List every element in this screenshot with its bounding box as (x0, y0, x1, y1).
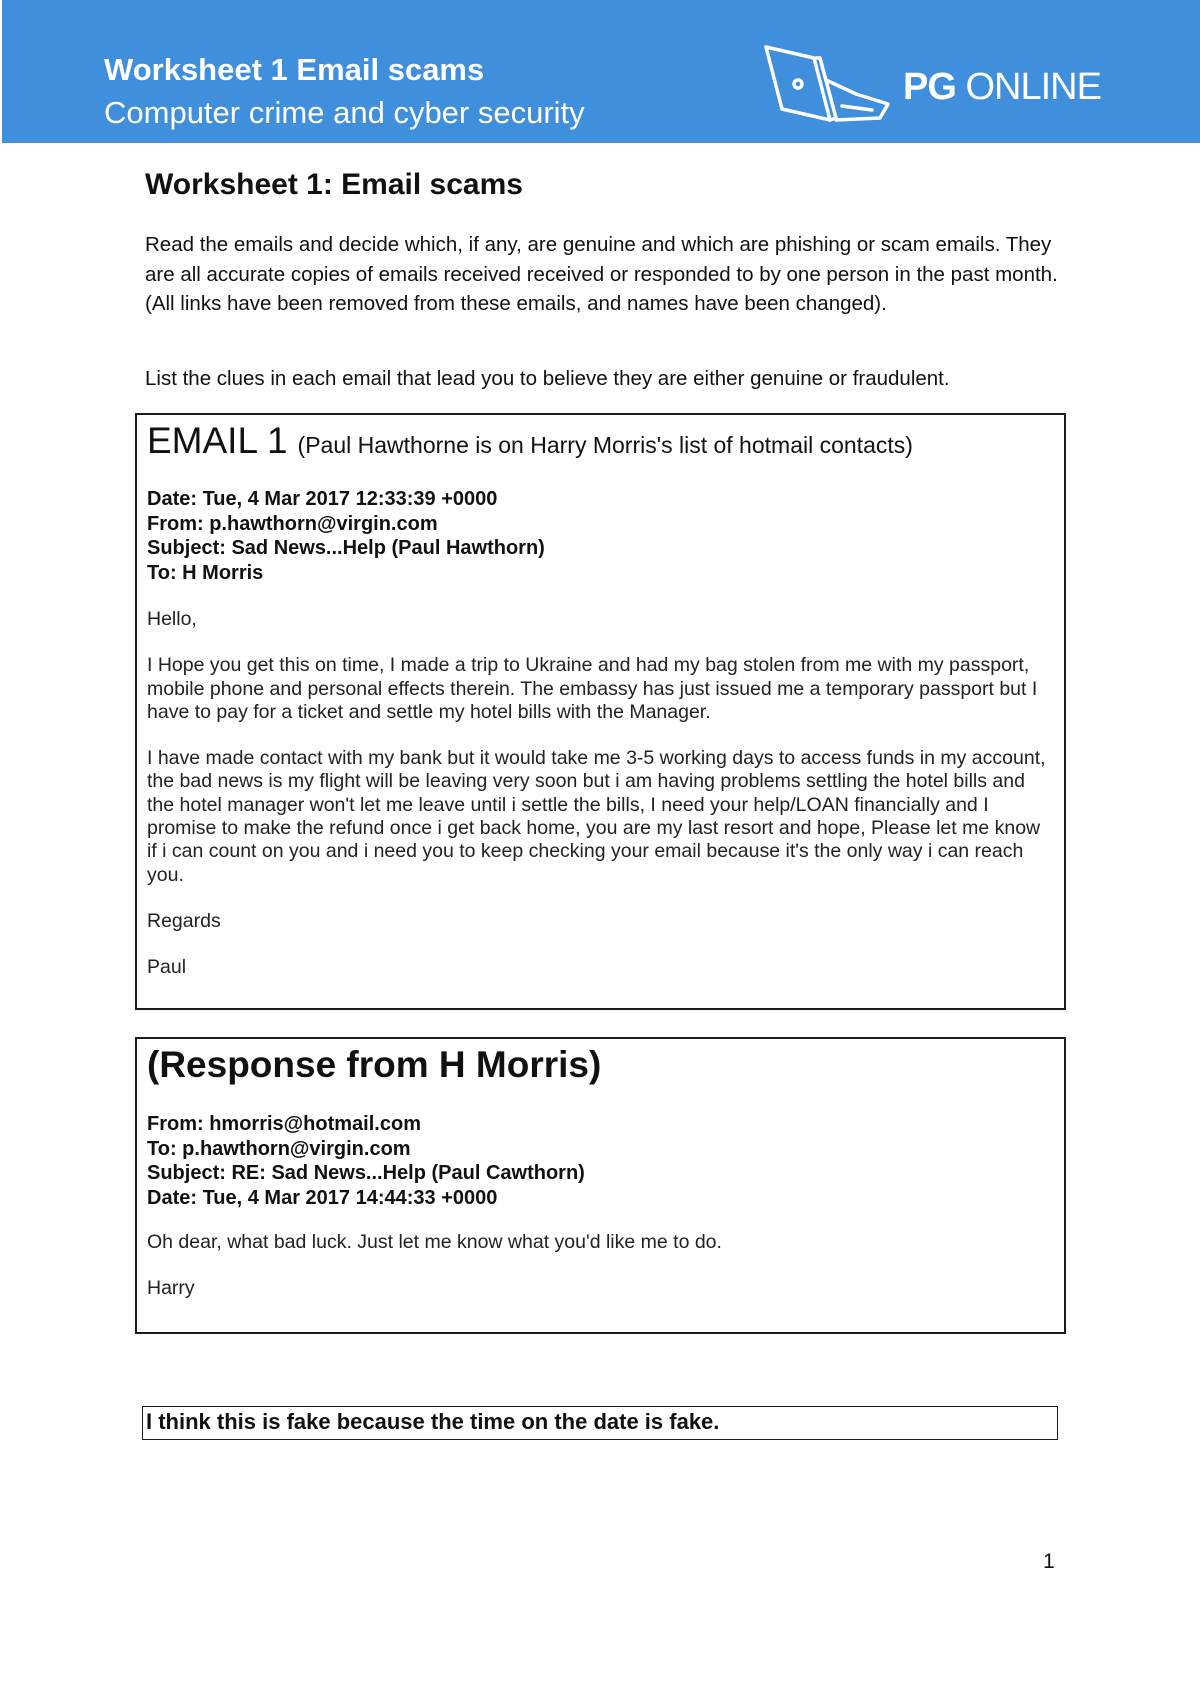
response-date: Date: Tue, 4 Mar 2017 14:44:33 +0000 (147, 1186, 498, 1209)
response-signature: Harry (147, 1277, 195, 1300)
response-subject: Subject: RE: Sad News...Help (Paul Cawthorn) (147, 1162, 585, 1184)
email-1-subject: Subject: Sad News...Help (Paul Hawthorn) (147, 537, 545, 559)
answer-text: I think this is fake because the time on the date is fake. (146, 1409, 720, 1434)
email-1-from: From: p.hawthorn@virgin.com (147, 512, 438, 535)
header-banner (2, 0, 1200, 143)
email-1-paragraph: I have made contact with my bank but it would take me 3-5 working days to access funds in my account, the bad news is my flight will be leaving very soon but i am having problems settling the hotel bills and the hotel manager won't let me leave until i settle the bills, I need your help/LOAN financially and I promise to make the refund once i get back home, you are my last resort and hope, Please let me know if i can count on you and i need you to keep checking your email because it's the only way i can reach you. (147, 747, 1046, 886)
email-1-signature: Paul (147, 956, 187, 979)
email-1-label: EMAIL 1 (147, 420, 288, 461)
brand-light: ONLINE (955, 66, 1101, 108)
email-1-to: To: H Morris (147, 561, 264, 584)
answer-box[interactable] (142, 1406, 1058, 1440)
response-to: To: p.hawthorn@virgin.com (147, 1137, 411, 1160)
email-1-body (147, 608, 1047, 1003)
page-number: 1 (1043, 1550, 1055, 1573)
response-body (147, 1231, 1047, 1324)
email-1-title (147, 420, 913, 462)
instruction-paragraph: List the clues in each email that lead you to believe they are either genuine or fraudulent. (145, 367, 950, 390)
laptop-icon (760, 44, 892, 126)
email-1-signoff: Regards (147, 909, 221, 932)
email-1-greeting: Hello, (147, 608, 197, 630)
intro-paragraph: Read the emails and decide which, if any, are genuine and which are phishing or scam emails. They are all accurate copies of emails received received or responded to by one person in the past month. (All links have been removed from these emails, and names have been changed). (145, 233, 1058, 315)
response-paragraph: Oh dear, what bad luck. Just let me know what you'd like me to do. (147, 1231, 722, 1253)
email-1-paragraph: I Hope you get this on time, I made a trip to Ukraine and had my bag stolen from me with my passport, mobile phone and personal effects therein. The embassy has just issued me a temporary passport but I have to pay for a ticket and settle my hotel bills with the Manager. (147, 654, 1038, 723)
worksheet-subtitle: Computer crime and cyber security (104, 95, 585, 130)
email-1-date: Date: Tue, 4 Mar 2017 12:33:39 +0000 (147, 488, 498, 510)
response-title: (Response from H Morris) (147, 1044, 602, 1085)
brand-bold: PG (903, 66, 956, 108)
brand-logo-text (903, 66, 1101, 109)
response-box (135, 1037, 1066, 1334)
worksheet-title: Worksheet 1 Email scams (104, 52, 485, 87)
page-heading: Worksheet 1: Email scams (145, 168, 523, 201)
response-from: From: hmorris@hotmail.com (147, 1113, 421, 1135)
email-1-note: (Paul Hawthorne is on Harry Morris's list of hotmail contacts) (297, 432, 913, 458)
response-headers (147, 1112, 585, 1210)
email-1-box (135, 413, 1066, 1010)
email-1-headers (147, 487, 545, 585)
